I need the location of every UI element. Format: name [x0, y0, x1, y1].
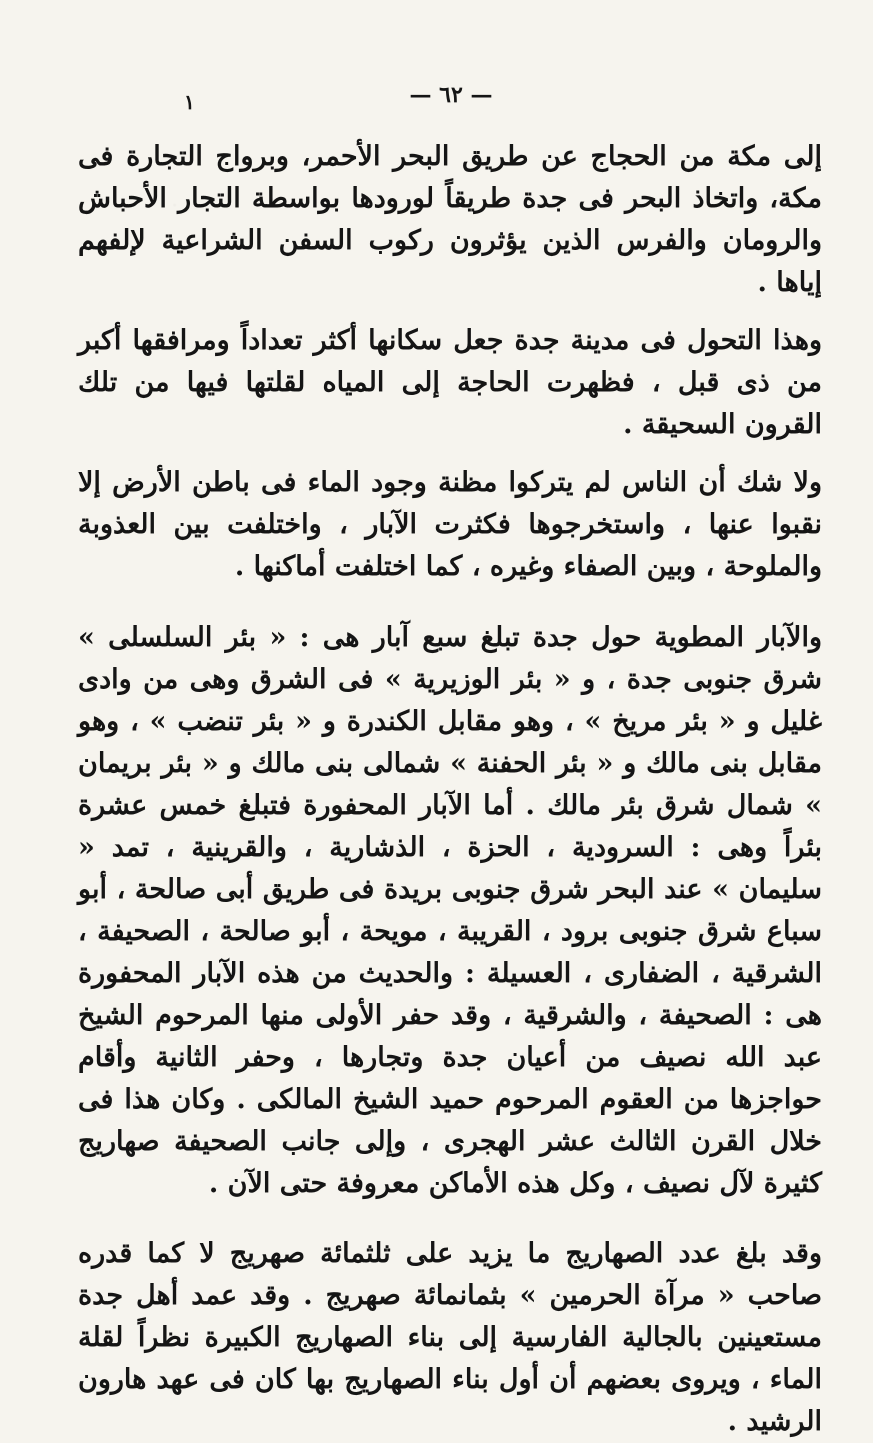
paragraph-1: إلى مكة من الحجاج عن طريق البحر الأحمر، وبرواج التجارة فى مكة، واتخاذ البحر فى جدة طريقاً لورودها بواسطة التجار الأحباش والرومان والفرس الذين يؤثرون ركوب السفن الشراعية لإلفهم إياها . [78, 141, 822, 298]
paragraph-4: والآبار المطوية حول جدة تبلغ سبع آبار هى : « بئر السلسلى » شرق جنوبى جدة ، و « بئر الوزيرية » فى الشرق وهى من وادى غليل و « بئر مريخ » ، وهو مقابل الكندرة و « بئر تنضب » ، وهو مقابل بنى مالك و « بئر الحفنة » شمالى بنى مالك و « بئر بريمان » شمال شرق بئر مالك . أما الآبار المحفورة فتبلغ خمس عشرة بئراً وهى : السرودية ، الحزة ، الذشارية ، والقرينية ، تمد « سليمان » عند البحر شرق جنوبى بريدة فى طريق أبى صالحة ، أبو سباع شرق جنوبى برود ، القريبة ، مويحة ، أبو صالحة ، الصحيفة ، الشرقية ، الضفارى ، العسيلة : والحديث من هذه الآبار المحفورة هى : الصحيفة ، والشرقية ، وقد حفر الأولى منها المرحوم الشيخ عبد الله نصيف من أعيان جدة وتجارها ، وحفر الثانية وأقام حواجزها من العقوم المرحوم حميد الشيخ المالكى . وكان هذا فى خلال القرن الثالث عشر الهجرى ، وإلى جانب الصحيفة صهاريج كثيرة لآل نصيف ، وكل هذه الأماكن معروفة حتى الآن . [78, 622, 822, 1199]
paragraph-2: وهذا التحول فى مدينة جدة جعل سكانها أكثر تعداداً ومرافقها أكبر من ذى قبل ، فظهرت الحاجة إلى المياه لقلتها فيها من تلك القرون السحيقة . [78, 325, 822, 440]
paragraph-5: وقد بلغ عدد الصهاريج ما يزيد على ثلثمائة صهريج لا كما قدره صاحب « مرآة الحرمين » بثمانمائة صهريج . وقد عمد أهل جدة مستعينين بالجالية الفارسية إلى بناء الصهاريج الكبيرة نظراً لقلة الماء ، ويروى بعضهم أن أول بناء الصهاريج بها كان فى عهد هارون الرشيد . [78, 1238, 822, 1437]
paragraph-3: ولا شك أن الناس لم يتركوا مظنة وجود الماء فى باطن الأرض إلا نقبوا عنها ، واستخرجوها فكثرت الآبار ، واختلفت بين العذوبة والملوحة ، وبين الصفاء وغيره ، كما اختلفت أماكنها . [78, 467, 822, 582]
top-margin-mark: ١ [184, 90, 195, 114]
body-text [78, 136, 822, 1443]
page-number: — ٦٢ — [409, 82, 493, 108]
page-header [0, 82, 873, 112]
